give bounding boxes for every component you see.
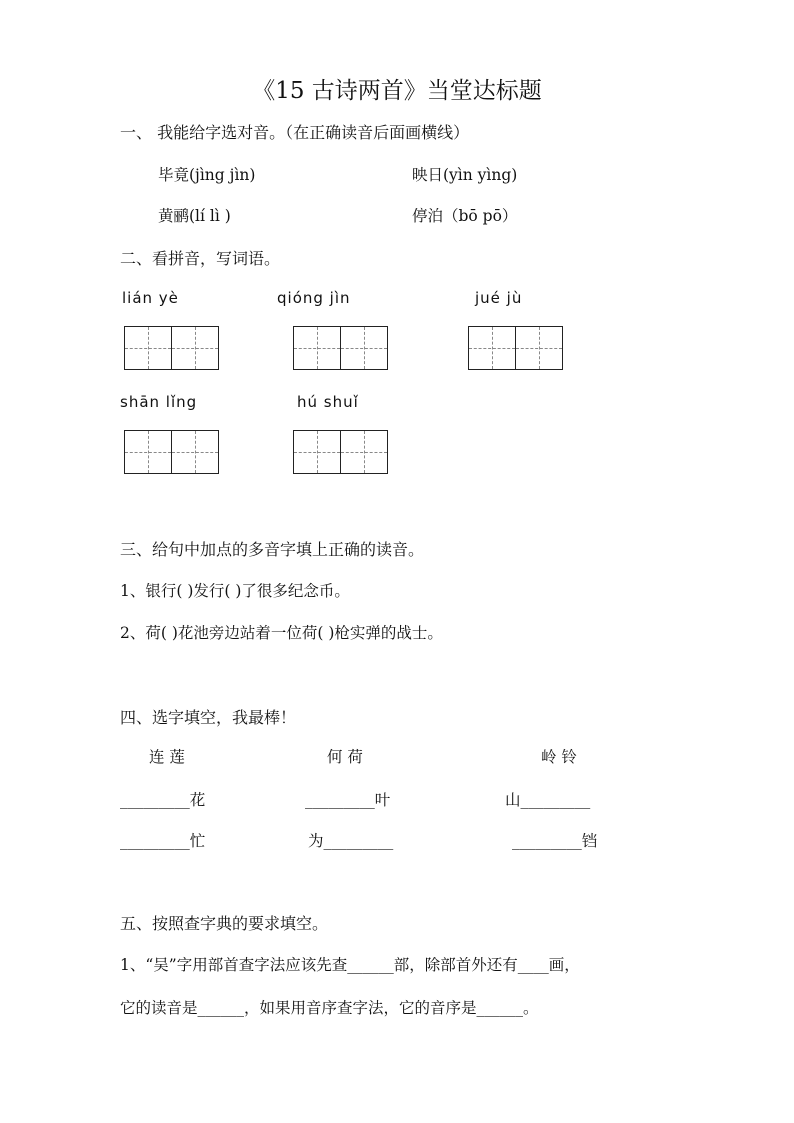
pinyin-5: hú shuǐ <box>297 393 359 411</box>
pinyin-2: qióng jìn <box>277 289 351 307</box>
tian-grid-4[interactable] <box>124 430 219 474</box>
pinyin-1: lián yè <box>122 289 179 307</box>
s4-choice-3: 岭 铃 <box>541 748 577 766</box>
s3-question-1: 1、银行( )发行( )了很多纪念币。 <box>120 582 350 600</box>
page-title: 《15 古诗两首》当堂达标题 <box>252 78 542 104</box>
tian-grid-1[interactable] <box>124 326 219 370</box>
s4-blank-1[interactable]: _________花 <box>120 791 206 809</box>
s1-item-4: 停泊（bō pō） <box>412 207 518 225</box>
s4-blank-2[interactable]: _________叶 <box>305 791 391 809</box>
s4-blank-5[interactable]: 为_________ <box>308 832 394 850</box>
section5-heading: 五、按照查字典的要求填空。 <box>120 914 329 933</box>
tian-grid-5[interactable] <box>293 430 388 474</box>
section3-heading: 三、给句中加点的多音字填上正确的读音。 <box>120 540 425 559</box>
s1-item-3: 黄鹂(lí lì ) <box>158 207 231 225</box>
s4-choice-2: 何 荷 <box>327 748 363 766</box>
pinyin-3: jué jù <box>475 289 523 307</box>
pinyin-4: shān lǐng <box>120 393 198 411</box>
s3-question-2: 2、荷( )花池旁边站着一位荷( )枪实弹的战士。 <box>120 624 443 642</box>
s5-line-1: 1、“吴”字用部首查字法应该先查______部，除部首外还有____画， <box>120 956 580 974</box>
section2-heading: 二、看拼音，写词语。 <box>120 249 281 268</box>
s1-item-2: 映日(yìn yìng) <box>412 166 518 184</box>
tian-grid-2[interactable] <box>293 326 388 370</box>
section4-heading: 四、选字填空，我最棒！ <box>120 708 297 727</box>
tian-grid-3[interactable] <box>468 326 563 370</box>
s5-line-2: 它的读音是______，如果用音序查字法，它的音序是______。 <box>120 999 539 1017</box>
s4-blank-6[interactable]: _________铛 <box>512 832 598 850</box>
s4-blank-4[interactable]: _________忙 <box>120 832 206 850</box>
section1-heading: 一、 我能给字选对音。（在正确读音后面画横线） <box>120 123 470 142</box>
s4-choice-1: 连 莲 <box>149 748 185 766</box>
s4-blank-3[interactable]: 山_________ <box>505 791 591 809</box>
s1-item-1: 毕竟(jìng jìn) <box>158 166 256 184</box>
